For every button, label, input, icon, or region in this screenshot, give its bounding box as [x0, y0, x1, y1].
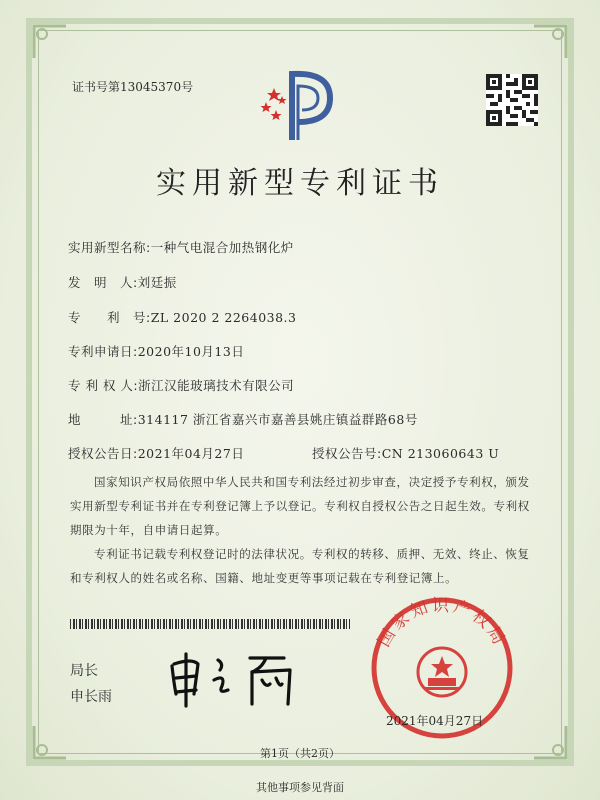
field-patent-number [68, 308, 297, 326]
field-value: CN 213060643 U [381, 446, 500, 461]
field-utility-name [68, 238, 294, 256]
field-label: 专利申请日: [68, 344, 138, 359]
certificate-statement: 国家知识产权局依照中华人民共和国专利法经过初步审查，决定授予专利权，颁发实用新型专利证书并在专利登记簿上予以登记。专利权自授权公告之日起生效。专利权期限为十年，自申请日起算。 [70, 475, 530, 537]
corner-ornament-icon [30, 22, 70, 62]
field-label: 地 址: [68, 412, 138, 427]
field-application-date [68, 342, 244, 360]
field-grant-number [312, 444, 499, 462]
qr-code-icon [486, 74, 538, 126]
seal-date: 2021年04月27日 [386, 714, 484, 728]
page-indicator: 第1页（共2页） [260, 747, 340, 760]
field-value: 314117 浙江省嘉兴市嘉善县姚庄镇益群路68号 [137, 412, 418, 427]
handwritten-signature-icon [166, 650, 306, 708]
field-value: 2021年04月27日 [137, 446, 245, 461]
field-value: 2020年10月13日 [137, 344, 245, 359]
corner-ornament-icon [530, 22, 570, 62]
patent-office-logo-icon [252, 66, 344, 146]
field-label: 专 利 权 人: [68, 378, 139, 393]
field-value: ZL 2020 2 2264038.3 [150, 310, 297, 325]
director-title: 局长 [70, 663, 98, 679]
field-label: 发 明 人: [68, 275, 138, 290]
field-label: 授权公告日: [68, 446, 138, 461]
seal-text: 国家知识产权局 [374, 595, 510, 651]
barcode [70, 619, 350, 629]
field-value: 浙江汉能玻璃技术有限公司 [138, 378, 295, 393]
field-patentee [68, 376, 294, 394]
certificate-number: 证书号第13045370号 [72, 80, 194, 94]
svg-text:国家知识产权局 [374, 596, 510, 651]
field-address [68, 410, 418, 428]
field-label: 实用新型名称: [68, 240, 151, 255]
field-label: 专 利 号: [68, 310, 151, 325]
certificate-title: 实用新型专利证书 [156, 166, 444, 201]
field-label: 授权公告号: [312, 446, 382, 461]
field-grant-date [68, 444, 244, 462]
footer-note: 其他事项参见背面 [256, 781, 344, 794]
field-inventor [68, 273, 177, 291]
field-value: 刘廷振 [137, 275, 177, 290]
certificate-legal-note: 专利证书记载专利权登记时的法律状况。专利权的转移、质押、无效、终止、恢复和专利权人的姓名或名称、国籍、地址变更等事项记载在专利登记簿上。 [70, 547, 530, 585]
director-name: 申长雨 [70, 689, 112, 705]
field-value: 一种气电混合加热钢化炉 [150, 240, 294, 255]
